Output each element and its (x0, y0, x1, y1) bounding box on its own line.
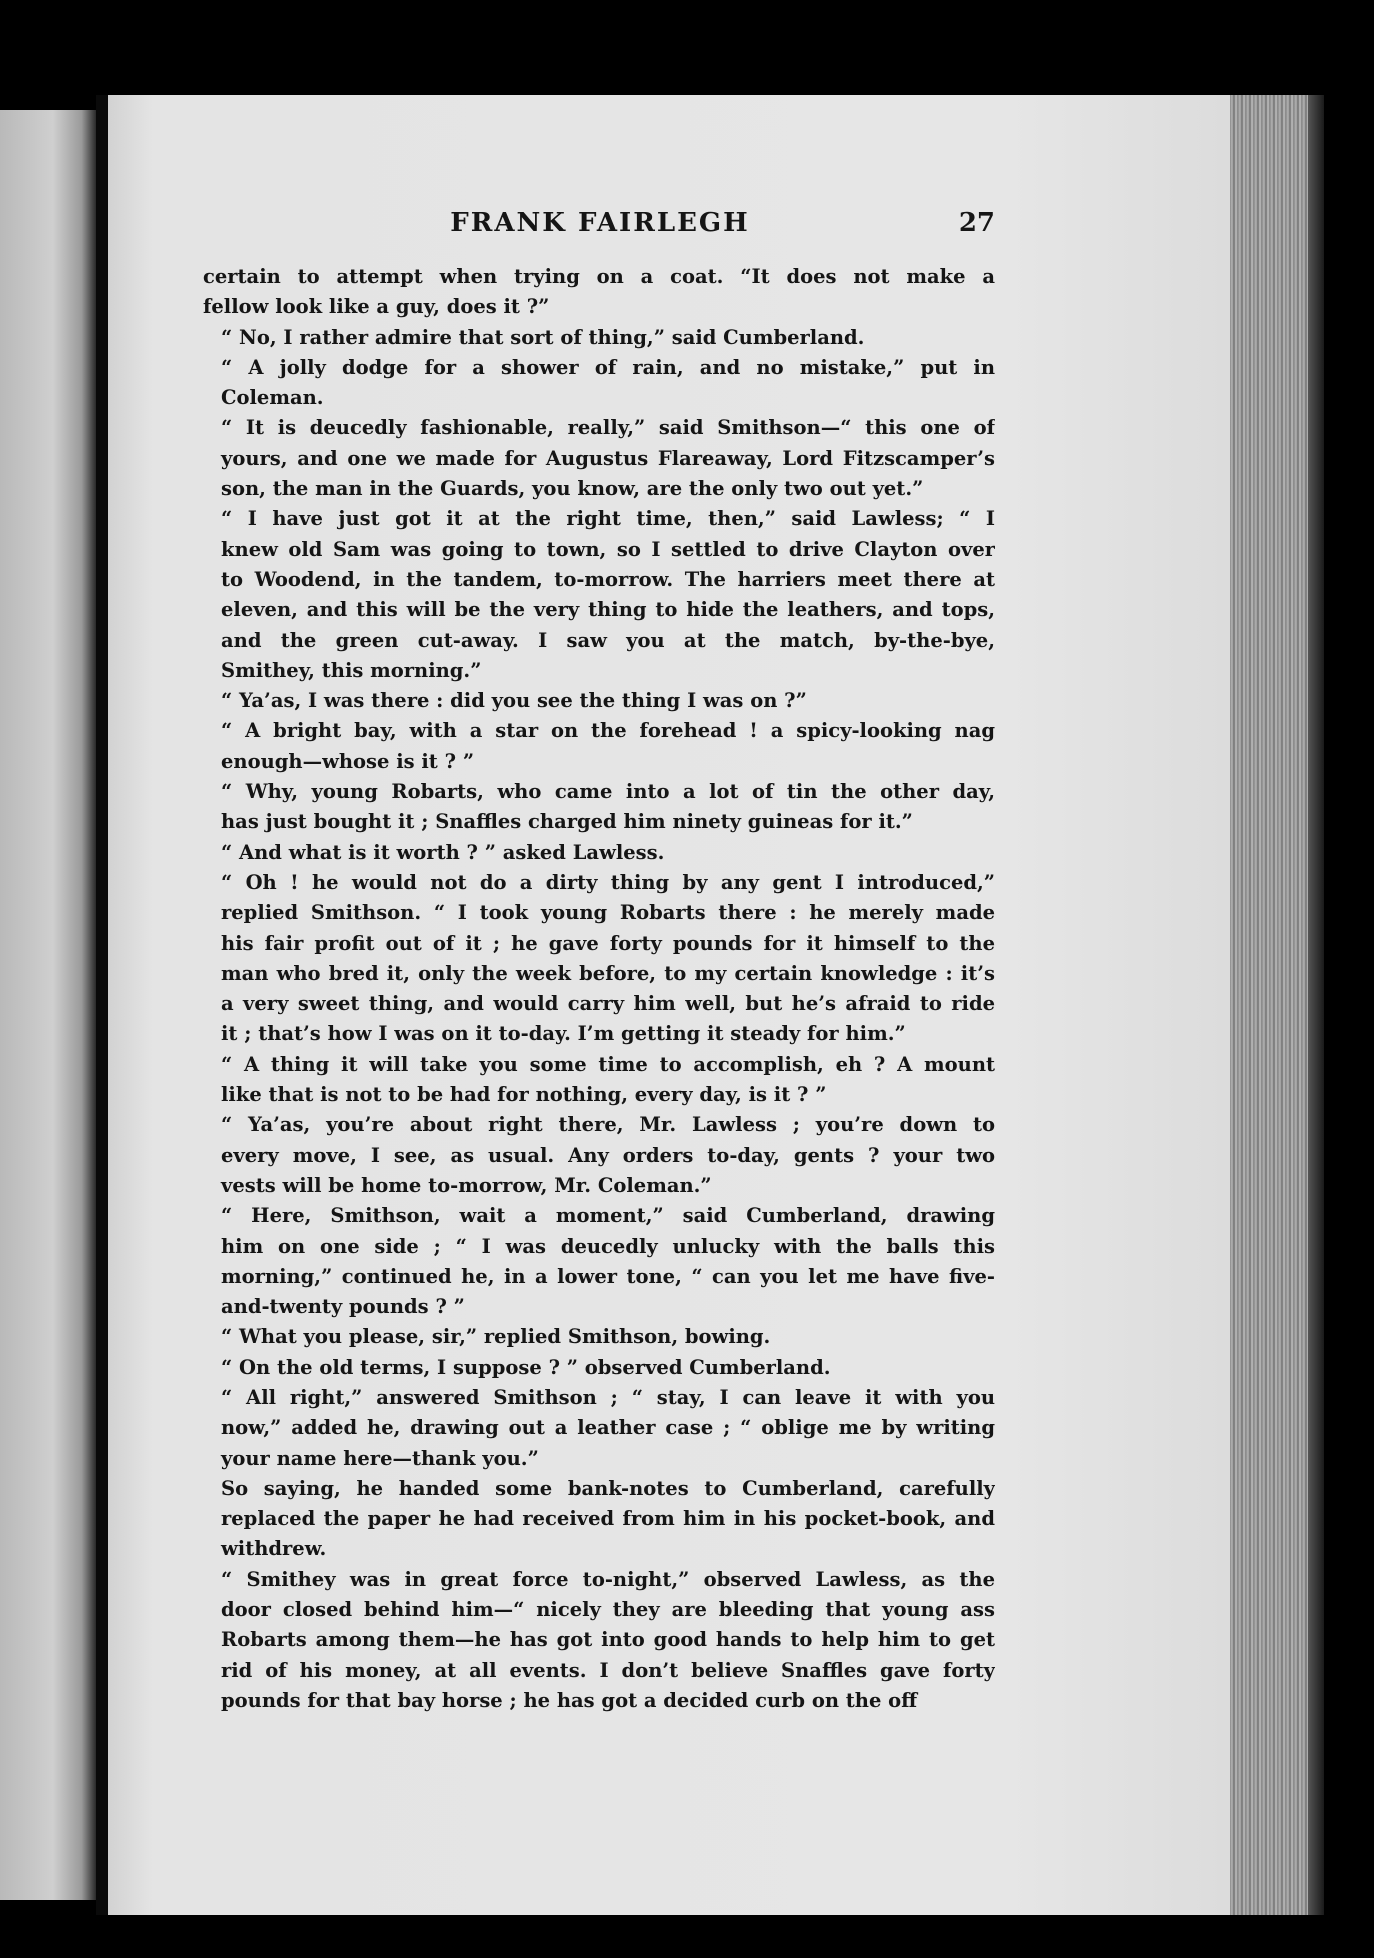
paragraph (203, 504, 995, 686)
paragraph (203, 1383, 995, 1474)
paragraph (203, 686, 995, 716)
text-line: “ Ya’as, you’re about right there, Mr. Lawless ; you’re down to (221, 1113, 995, 1137)
text-line: pounds for that bay horse ; he has got a decided curb on the off (221, 1688, 918, 1712)
text-line: morning,” continued he, in a lower tone, “ can you let me have five- (221, 1264, 995, 1288)
text-line: “ Here, Smithson, wait a moment,” said Cumberland, drawing (221, 1204, 995, 1228)
text-line: withdrew. (221, 1537, 327, 1561)
text-line: “ A thing it will take you some time to accomplish, eh ? A mount (221, 1052, 995, 1076)
text-line: “ Why, young Robarts, who came into a lot of tin the other day, (221, 780, 995, 804)
paragraph (203, 716, 995, 777)
text-line: yours, and one we made for Augustus Flareaway, Lord Fitzscamper’s (221, 446, 995, 470)
paragraph (203, 262, 995, 323)
text-line: “ Oh ! he would not do a dirty thing by any gent I introduced,” (221, 870, 995, 894)
text-line: “ What you please, sir,” replied Smithson, bowing. (221, 1325, 771, 1349)
page-body-text (203, 262, 995, 1716)
text-line: has just bought it ; Snaffles charged him ninety guineas for it.” (221, 810, 913, 834)
text-line: man who bred it, only the week before, to my certain knowledge : it’s (221, 961, 995, 985)
text-line: it ; that’s how I was on it to-day. I’m getting it steady for him.” (221, 1022, 906, 1046)
text-line: rid of his money, at all events. I don’t believe Snaffles gave forty (221, 1658, 995, 1682)
paragraph (203, 413, 995, 504)
text-line: “ All right,” answered Smithson ; “ stay, I can leave it with you (221, 1385, 995, 1409)
text-line: knew old Sam was going to town, so I settled to drive Clayton over (221, 537, 995, 561)
page-number: 27 (958, 208, 995, 238)
paragraph (203, 323, 995, 353)
paragraph (203, 838, 995, 868)
text-line: replaced the paper he had received from him in his pocket-book, and (221, 1507, 995, 1531)
paragraph (203, 868, 995, 1050)
paragraph (203, 353, 995, 414)
text-line: Robarts among them—he has got into good hands to help him to get (221, 1628, 995, 1652)
text-line: Coleman. (221, 386, 324, 410)
text-line: his fair profit out of it ; he gave forty pounds for it himself to the (221, 931, 995, 955)
text-line: “ It is deucedly fashionable, really,” said Smithson—“ this one of (221, 416, 995, 440)
paragraph (203, 1201, 995, 1322)
text-line: and the green cut-away. I saw you at the match, by-the-bye, (221, 628, 995, 652)
text-line: “ And what is it worth ? ” asked Lawless. (221, 840, 665, 864)
text-line: your name here—thank you.” (221, 1446, 539, 1470)
text-line: and-twenty pounds ? ” (221, 1295, 465, 1319)
text-line: “ I have just got it at the right time, then,” said Lawless; “ I (221, 507, 995, 531)
text-line: eleven, and this will be the very thing to hide the leathers, and tops, (221, 598, 995, 622)
paragraph (203, 777, 995, 838)
text-line: replied Smithson. “ I took young Robarts there : he merely made (221, 901, 995, 925)
text-line: Smithey, this morning.” (221, 658, 482, 682)
text-line: like that is not to be had for nothing, every day, is it ? ” (221, 1083, 827, 1107)
facing-page-edge (0, 110, 96, 1900)
paragraph (203, 1322, 995, 1352)
text-line: “ Smithey was in great force to-night,” observed Lawless, as the (221, 1567, 995, 1591)
paragraph (203, 1110, 995, 1201)
text-line: a very sweet thing, and would carry him well, but he’s afraid to ride (221, 992, 995, 1016)
paragraph (203, 1474, 995, 1565)
text-line: to Woodend, in the tandem, to-morrow. The harriers meet there at (221, 567, 995, 591)
text-line: him on one side ; “ I was deucedly unlucky with the balls this (221, 1234, 995, 1258)
page-block-shadow (1308, 95, 1324, 1915)
text-line: now,” added he, drawing out a leather case ; “ oblige me by writing (221, 1416, 995, 1440)
book-gutter (96, 95, 108, 1915)
text-line: son, the man in the Guards, you know, are the only two out yet.” (221, 477, 924, 501)
paragraph (203, 1565, 995, 1716)
paragraph (203, 1050, 995, 1111)
text-line: “ A jolly dodge for a shower of rain, and no mistake,” put in (221, 355, 995, 379)
text-line: fellow look like a guy, does it ?” (203, 295, 550, 319)
text-line: every move, I see, as usual. Any orders to-day, gents ? your two (221, 1143, 995, 1167)
page-header (205, 208, 995, 248)
text-line: “ Ya’as, I was there : did you see the thing I was on ?” (221, 689, 807, 713)
paragraph (203, 1353, 995, 1383)
text-line: door closed behind him—“ nicely they are bleeding that young ass (221, 1598, 995, 1622)
text-line: “ No, I rather admire that sort of thing,” said Cumberland. (221, 325, 865, 349)
running-title: FRANK FAIRLEGH (450, 208, 750, 238)
page-block-edge (1230, 95, 1308, 1915)
text-line: certain to attempt when trying on a coat. “It does not make a (203, 265, 995, 288)
text-line: enough—whose is it ? ” (221, 749, 475, 773)
text-line: “ On the old terms, I suppose ? ” observed Cumberland. (221, 1355, 831, 1379)
text-line: So saying, he handed some bank-notes to Cumberland, carefully (221, 1476, 995, 1500)
text-line: “ A bright bay, with a star on the forehead ! a spicy-looking nag (221, 719, 995, 743)
text-line: vests will be home to-morrow, Mr. Coleman.” (221, 1173, 712, 1197)
